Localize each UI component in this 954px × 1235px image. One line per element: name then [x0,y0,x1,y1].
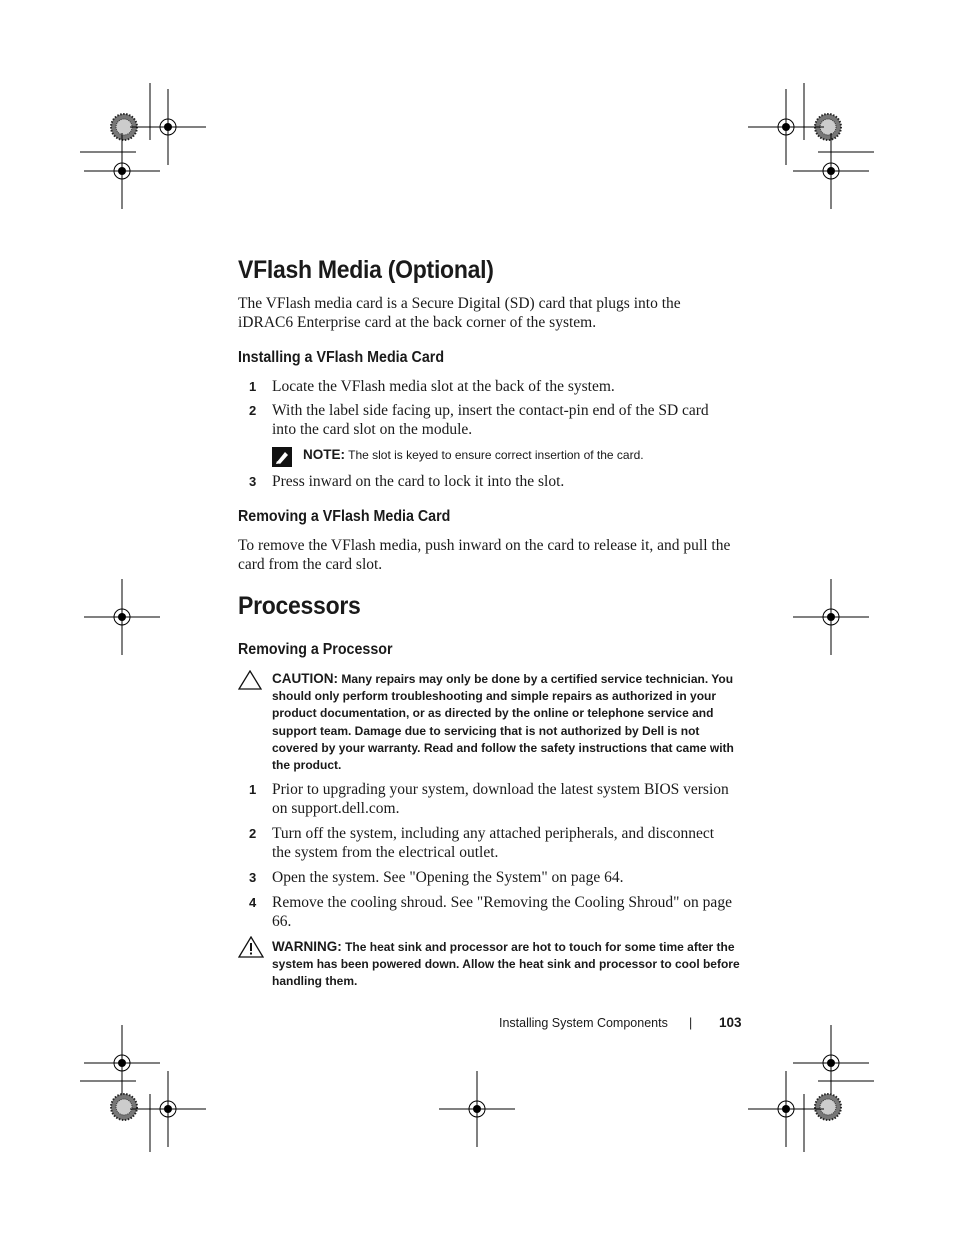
caution-icon [238,670,262,690]
crosshair-mark [130,89,206,165]
crosshair-mark [439,1071,515,1147]
crosshair-mark [793,1025,869,1101]
caution-text: Many repairs may only be done by a certified service technician. You should only perform troubleshooting and simple repairs as authorized in your product documentation, or as directed by the online or telephone service and support team. Damage due to servicing that is not authorized by Dell is not covered by your warranty. Read and follow the safety instructions that came with the product. [272,672,734,773]
removing-vflash-text: To remove the VFlash media, push inward on the card to release it, and pull the card from the card slot. [238,537,731,573]
heading-installing-vflash: Installing a VFlash Media Card [238,349,445,366]
page-number: 103 [719,1015,742,1030]
note-pencil-icon [271,446,293,468]
color-target-mark [111,1094,137,1120]
caution-block [272,670,740,774]
crosshair-mark [748,89,824,165]
crosshair-mark [84,1025,160,1101]
crosshair-mark [84,579,160,655]
crosshair-mark [84,133,160,209]
vflash-intro: The VFlash media card is a Secure Digital (SD) card that plugs into the iDRAC6 Enterprise card at the back corner of the system. [238,295,681,331]
crosshair-mark [793,579,869,655]
footer-separator: | [689,1016,693,1030]
warning-label: WARNING: [272,939,342,954]
note-text: The slot is keyed to ensure correct insertion of the card. [348,448,644,462]
heading-removing-processor: Removing a Processor [238,641,393,658]
note-label: NOTE: [303,447,345,462]
heading-removing-vflash: Removing a VFlash Media Card [238,508,451,525]
crosshair-mark [748,1071,824,1147]
warning-icon [238,936,264,958]
section-title-vflash: VFlash Media (Optional) [238,256,494,284]
support-link[interactable]: support.dell.com [291,800,396,817]
crosshair-mark [130,1071,206,1147]
section-title-processors: Processors [238,592,361,620]
warning-text: The heat sink and processor are hot to touch for some time after the system has been powered down. Allow the heat sink and processor to cool before handling them. [272,940,740,989]
color-target-mark [815,1094,841,1120]
warning-block [272,938,740,991]
caution-label: CAUTION: [272,671,338,686]
crosshair-mark [793,133,869,209]
footer-chapter: Installing System Components [499,1016,668,1030]
